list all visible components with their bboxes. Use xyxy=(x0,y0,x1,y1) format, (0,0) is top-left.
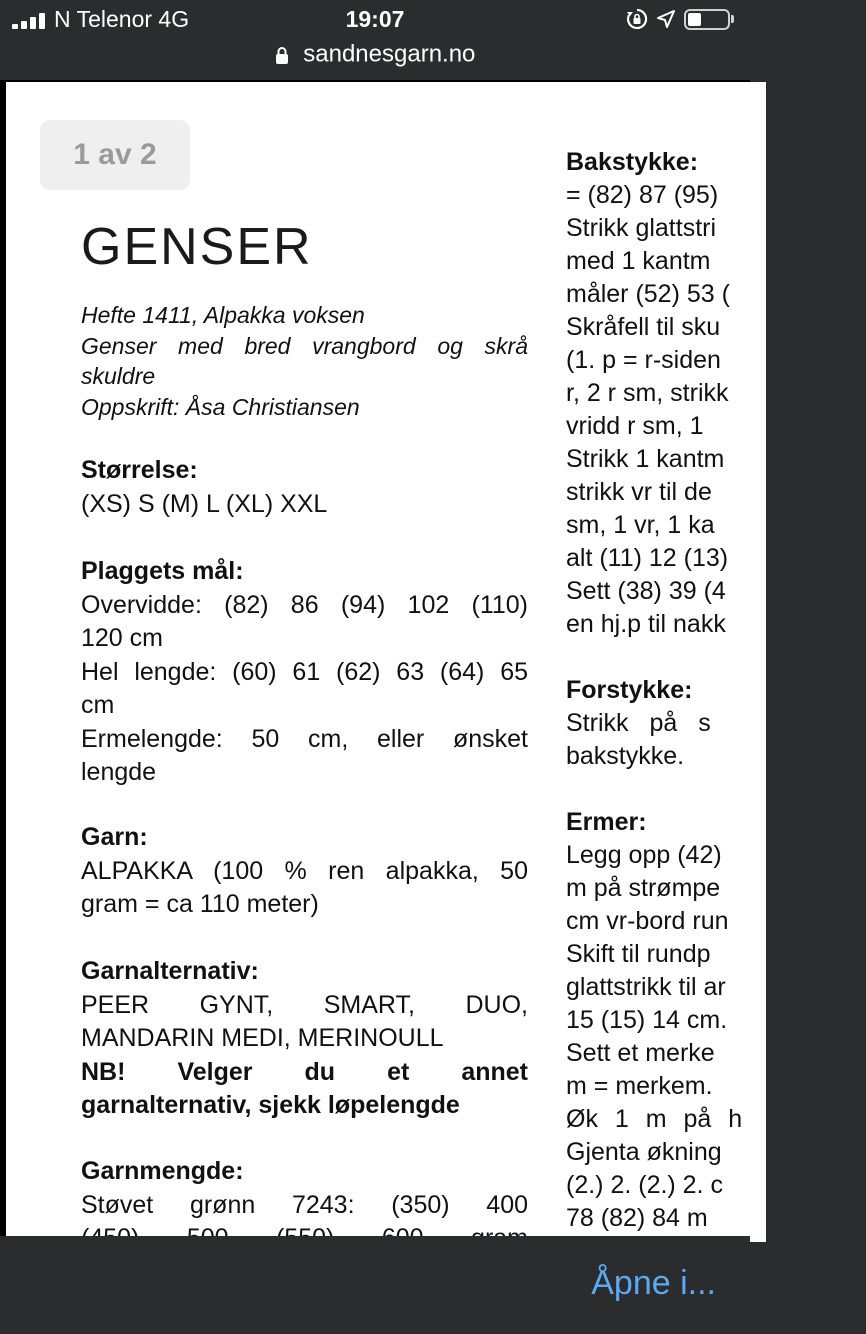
back-line: = (82) 87 (95) xyxy=(566,181,719,209)
measurement-line: Ermelengde: 50 cm, eller ønsket xyxy=(81,724,528,753)
right-column xyxy=(566,146,866,1235)
yarn-note-line: garnalternativ, sjekk løpelengde xyxy=(81,1091,460,1119)
url-text[interactable]: sandnesgarn.no xyxy=(303,40,476,68)
sleeves-line: Øk 1 m på h xyxy=(566,1105,743,1133)
back-text xyxy=(566,179,866,641)
measurement-line: 120 cm xyxy=(81,624,163,652)
document-viewer[interactable] xyxy=(0,80,750,1236)
yarn-line: gram = ca 110 meter) xyxy=(81,890,319,918)
back-line: Strikk 1 kantm xyxy=(566,445,725,473)
sleeves-line: cm vr-bord run xyxy=(566,907,729,935)
front-line: Strikk på s xyxy=(566,709,711,737)
address-bar[interactable] xyxy=(0,40,750,80)
back-line: sm, 1 vr, 1 ka xyxy=(566,511,715,539)
back-line: Skråfell til sku xyxy=(566,313,721,341)
measurement-line: cm xyxy=(81,691,115,719)
yarn-section xyxy=(81,821,528,922)
sleeves-line: Legg opp (42) xyxy=(566,841,722,869)
back-line: en hj.p til nakk xyxy=(566,610,726,638)
size-values: (XS) S (M) L (XL) XXL xyxy=(81,489,328,518)
measurement-line: lengde xyxy=(81,758,157,786)
sleeves-line: m på strømpe xyxy=(566,874,721,902)
meta-line: Genser med bred vrangbord og skrå xyxy=(81,332,528,359)
section-heading: Bakstykke: xyxy=(566,148,699,176)
sleeves-line: Sett et merke xyxy=(566,1039,715,1067)
carrier-label: N Telenor 4G xyxy=(54,6,190,32)
measurement-line: Hel lengde: (60) 61 (62) 63 (64) 65 xyxy=(81,657,528,686)
status-icons xyxy=(626,8,734,30)
back-line: vridd r sm, 1 xyxy=(566,412,704,440)
back-line: med 1 kantm xyxy=(566,247,711,275)
pattern-meta xyxy=(81,300,528,422)
sleeves-line: 15 (15) 14 cm. xyxy=(566,1006,728,1034)
section-heading: Ermer: xyxy=(566,808,647,836)
measurement-line: Overvidde: (82) 86 (94) 102 (110) xyxy=(81,590,528,619)
meta-line: Oppskrift: Åsa Christiansen xyxy=(81,393,360,420)
yarn-amount-line: Støvet grønn 7243: (350) 400 xyxy=(81,1190,528,1219)
size-section xyxy=(81,454,528,521)
back-line: Strikk glattstri xyxy=(566,214,717,242)
page-indicator: 1 av 2 xyxy=(40,120,190,190)
sleeves-line: (2.) 2. (2.) 2. c xyxy=(566,1171,723,1199)
back-line: alt (11) 12 (13) xyxy=(566,544,729,572)
yarn-alternative-line: MANDARIN MEDI, MERINOULL xyxy=(81,1024,444,1052)
location-arrow-icon xyxy=(656,9,676,29)
sleeves-line: Gjenta økning xyxy=(566,1138,722,1166)
yarn-note-line: NB! Velger du et annet xyxy=(81,1057,528,1086)
back-line: (1. p = r-siden xyxy=(566,346,721,374)
section-heading: Garnmengde: xyxy=(81,1157,244,1185)
section-heading: Plaggets mål: xyxy=(81,557,244,585)
section-heading: Garnalternativ: xyxy=(81,957,259,985)
meta-line: skuldre xyxy=(81,363,156,389)
yarn-alternative-line: PEER GYNT, SMART, DUO, xyxy=(81,990,528,1019)
clock: 19:07 xyxy=(345,6,405,32)
back-line: Sett (38) 39 (4 xyxy=(566,577,726,605)
open-in-button[interactable]: Åpne i... xyxy=(591,1264,716,1302)
measurements-section xyxy=(81,555,528,790)
section-heading: Forstykke: xyxy=(566,676,693,704)
back-line: r, 2 r sm, strikk xyxy=(566,379,729,407)
back-line: strikk vr til de xyxy=(566,478,712,506)
sleeves-line: m = merkem. xyxy=(566,1072,713,1100)
yarn-alternative-section xyxy=(81,955,528,1123)
battery-icon xyxy=(684,9,730,30)
sleeves-line: 78 (82) 84 m xyxy=(566,1204,708,1232)
sleeves-line: Skift til rundp xyxy=(566,940,711,968)
yarn-line: ALPAKKA (100 % ren alpakka, 50 xyxy=(81,856,528,885)
meta-line: Hefte 1411, Alpakka voksen xyxy=(81,302,365,328)
lock-icon xyxy=(275,46,289,64)
bottom-toolbar xyxy=(0,1236,750,1334)
section-heading: Størrelse: xyxy=(81,456,198,484)
section-heading: Garn: xyxy=(81,823,148,851)
document-title: GENSER xyxy=(81,218,313,276)
front-line: bakstykke. xyxy=(566,742,685,770)
sleeves-line: glattstrikk til ar xyxy=(566,973,726,1001)
pdf-page[interactable] xyxy=(6,82,766,1242)
back-line: måler (52) 53 ( xyxy=(566,280,730,308)
status-bar xyxy=(0,0,750,42)
rotation-lock-icon xyxy=(626,8,648,30)
